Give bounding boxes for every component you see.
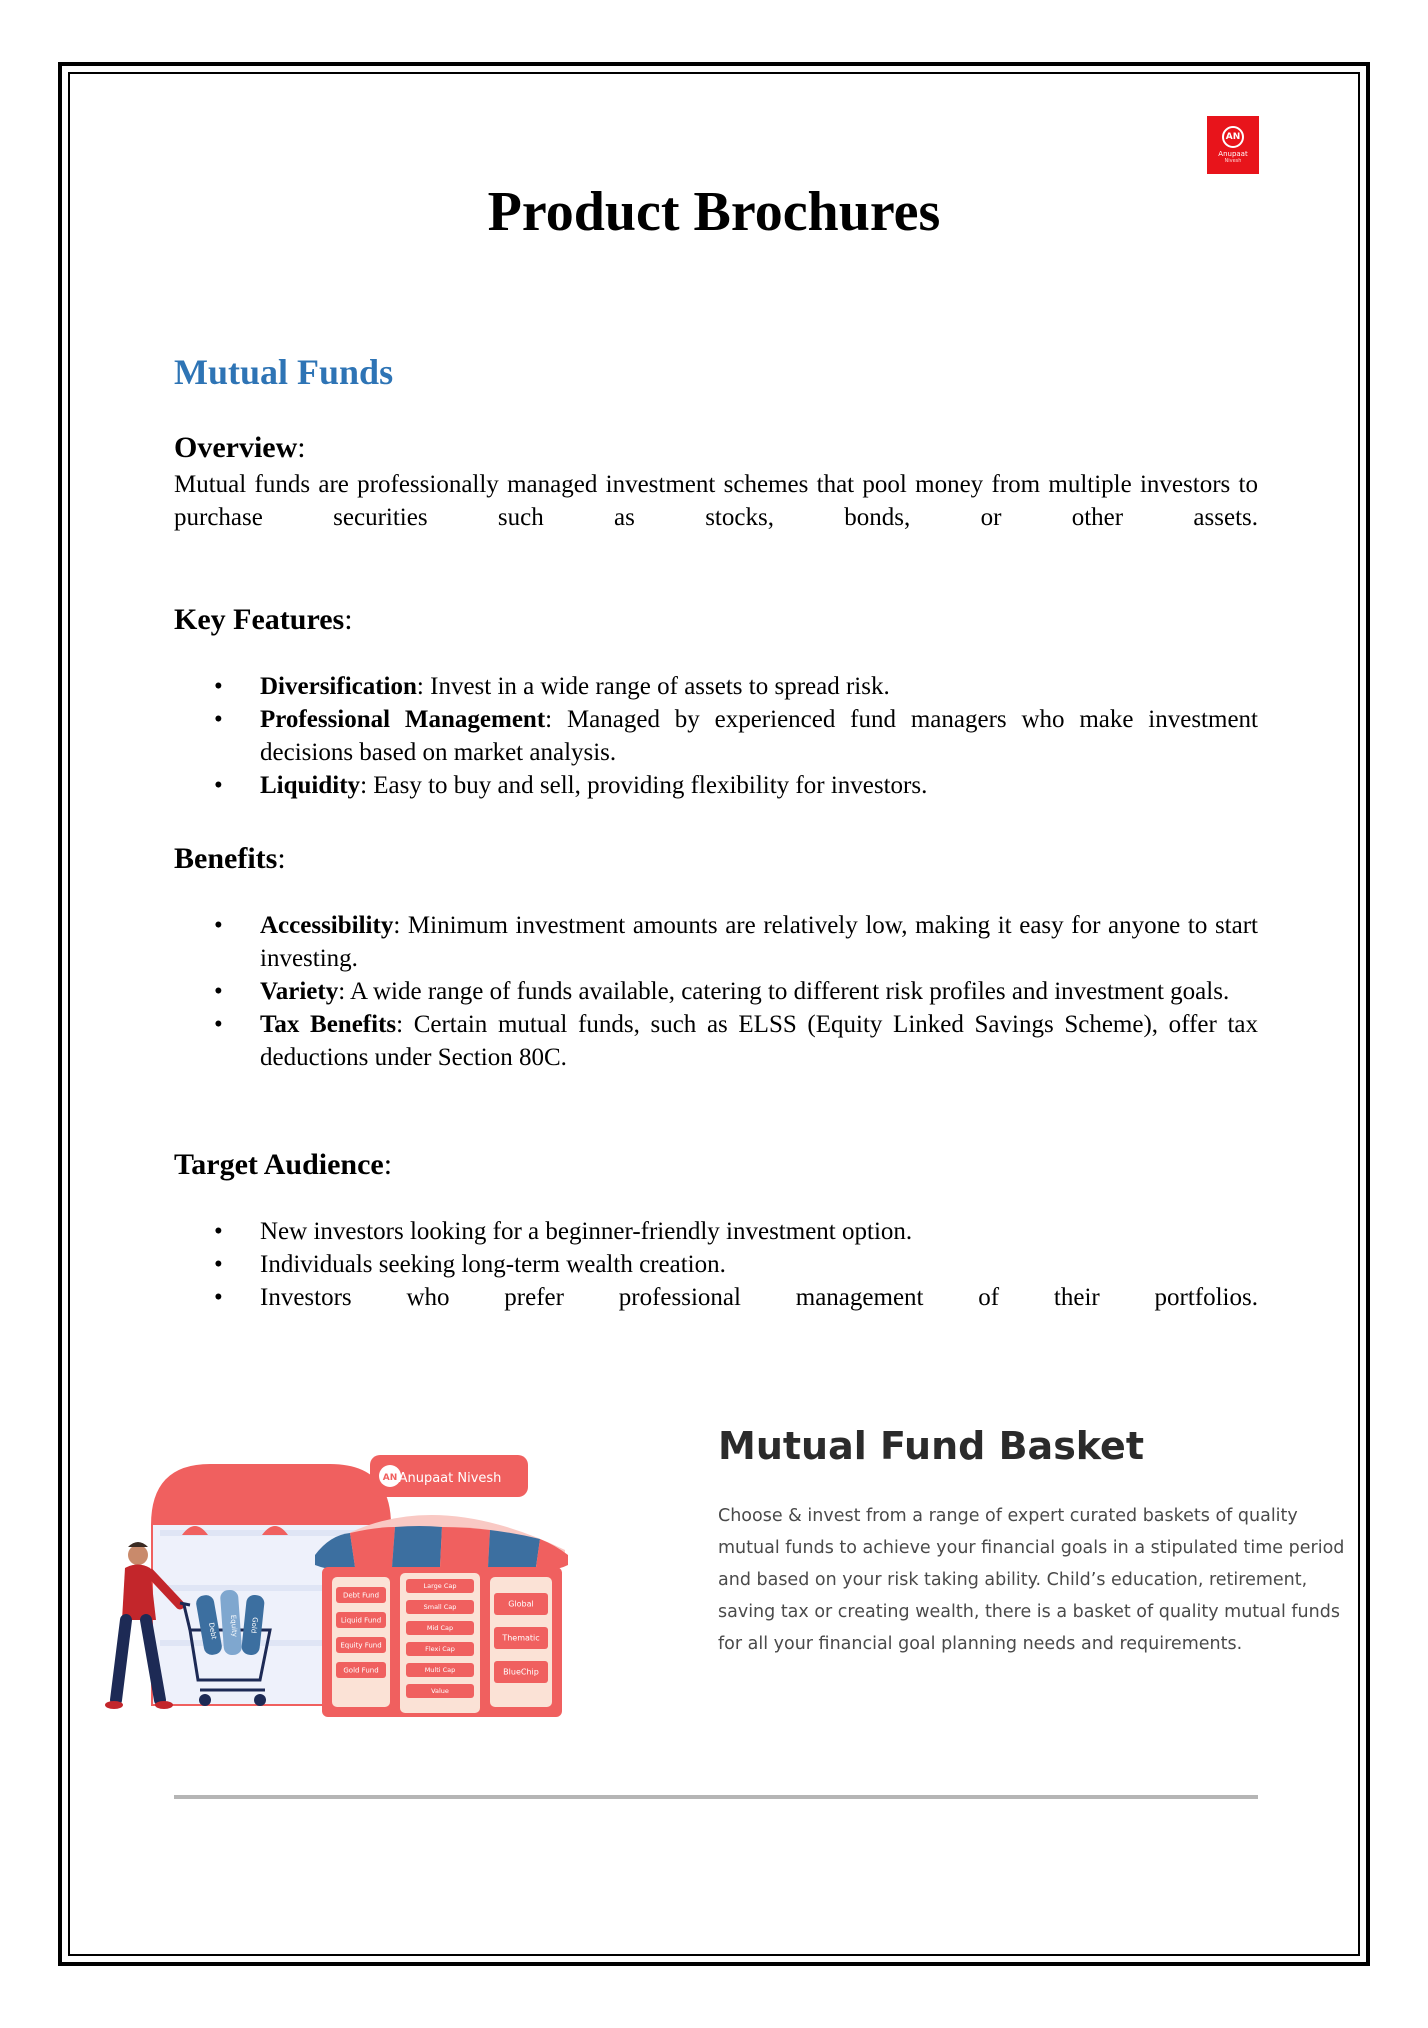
page-title: Product Brochures [487,181,941,243]
list-item: • Accessibility: Minimum investment amounts are relatively low, making it easy for anyone to start investing. [174,909,1258,975]
list-item: • Diversification: Invest in a wide range of assets to spread risk. [174,670,1258,703]
list-item: • Tax Benefits: Certain mutual funds, such as ELSS (Equity Linked Savings Scheme), offer tax deductions under Section 80C. [174,1008,1258,1074]
shelf-chip-label: Liquid Fund [340,1616,382,1625]
cart-item-label: Debt [207,1621,218,1640]
store-awning [315,1526,568,1570]
company-logo [1207,116,1259,174]
shelf-chip-label: Gold Fund [343,1666,379,1675]
store-sign-mark: AN [382,1473,398,1483]
benefits-heading: Benefits: [174,842,286,875]
list-item: • Liquidity: Easy to buy and sell, providing flexibility for investors. [174,769,1258,802]
overview-section [174,428,1258,534]
logo-name: Anupaat [1218,150,1248,158]
logo-subname: Nivesh [1224,158,1242,164]
shelf-chip-label: Mid Cap [426,1624,454,1633]
shelf-chip-label: Large Cap [423,1582,457,1591]
logo-mark: AN [1222,126,1244,148]
shelf-chip-label: BlueChip [503,1667,539,1677]
shelf-chip-label: Value [431,1687,449,1696]
key-features-heading: Key Features: [174,603,353,636]
shelf-chip-label: Multi Cap [424,1666,456,1675]
shelf-chip-label: Global [508,1599,534,1609]
cart-item-label: Gold [249,1616,259,1634]
shelf-chip-label: Equity Fund [340,1641,382,1650]
list-item: • Variety: A wide range of funds available, catering to different risk profiles and investment goals. [174,975,1258,1008]
key-features-list [174,670,1258,802]
footer-divider [174,1795,1258,1799]
list-item: • Individuals seeking long-term wealth creation. [174,1248,1258,1281]
mutual-fund-store-illustration [100,1455,600,1720]
list-item: • Professional Management: Managed by experienced fund managers who make investment decisions based on market analysis. [174,703,1258,769]
key-features-section [174,600,1258,802]
target-audience-heading: Target Audience: [174,1148,393,1181]
banner-title: Mutual Fund Basket [718,1424,1144,1468]
overview-heading: Overview: [174,431,306,464]
store-sign-label: Anupaat Nivesh [398,1471,502,1486]
benefits-section [174,839,1258,1074]
shelf-chip-label: Flexi Cap [425,1645,455,1654]
list-item: • New investors looking for a beginner-friendly investment option. [174,1215,1258,1248]
shelf-chip-label: Small Cap [423,1603,457,1612]
list-item: • Investors who prefer professional management of their portfolios. [174,1281,1258,1314]
banner-description: Choose & invest from a range of expert curated baskets of quality mutual funds to achieve your financial goals in a stipulated time period and based on your risk taking ability. Child’s education, retirement, saving tax or creating wealth, there is a basket of quality mutual funds for all your financial goal planning needs and requirements. [718,1506,1345,1654]
cart-item-label: Equity [229,1614,239,1638]
section-title: Mutual Funds [174,352,394,392]
shelf-chip-label: Debt Fund [342,1591,380,1600]
overview-text: Mutual funds are professionally managed investment schemes that pool money from multiple investors to purchase securities such as stocks, bonds, or other assets. [174,471,1258,531]
target-audience-section [174,1145,1258,1314]
target-audience-list [174,1215,1258,1314]
shelf-chip-label: Thematic [502,1633,540,1643]
benefits-list [174,909,1258,1074]
